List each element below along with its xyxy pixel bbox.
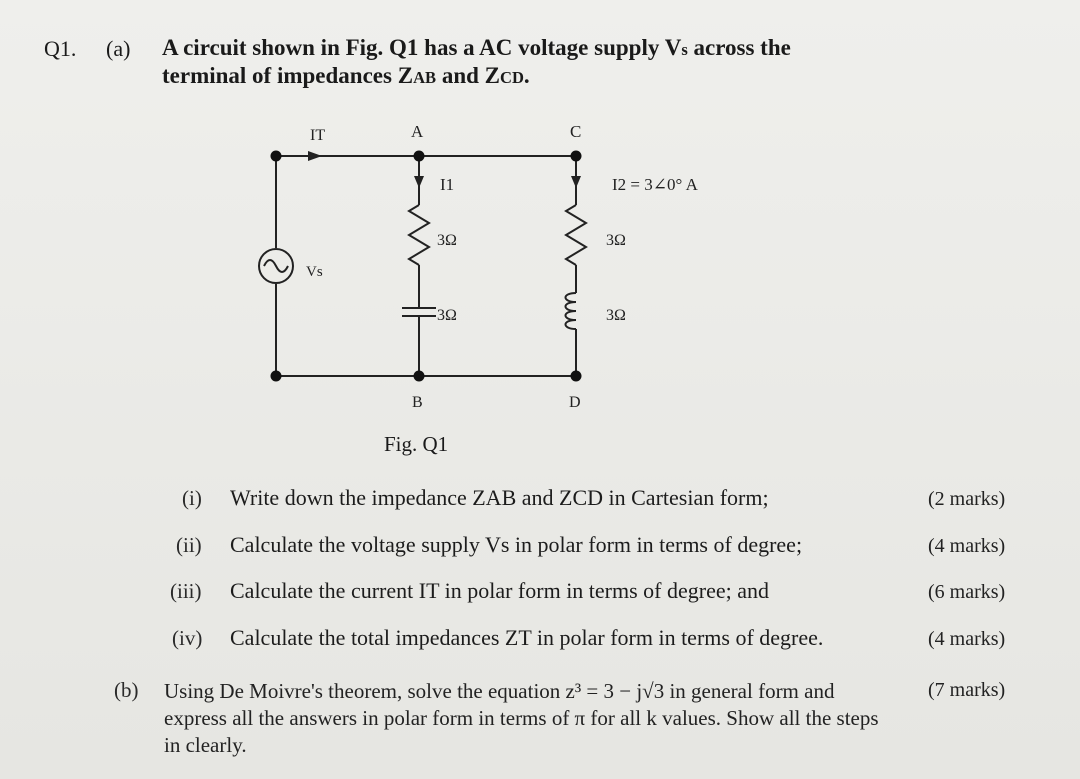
item-number: (ii): [176, 533, 202, 557]
item-marks: (4 marks): [928, 628, 1006, 650]
item-text: Calculate the total impedances ZT in polar form in terms of degree.: [230, 625, 824, 650]
label-r-ab-top: 3Ω: [437, 232, 457, 249]
label-i2: I2 = 3∠0° A: [612, 175, 698, 194]
item-number: (iii): [170, 579, 202, 603]
part-a-label: (a): [106, 36, 131, 61]
item-marks: (6 marks): [928, 581, 1006, 603]
label-r-cd-top: 3Ω: [606, 232, 626, 249]
question-intro-line2: terminal of impedances ZAB and ZCD.: [162, 63, 530, 88]
item-number: (i): [182, 486, 202, 510]
label-it: IT: [310, 127, 326, 144]
part-b-marks: (7 marks): [928, 679, 1006, 701]
label-vs: Vs: [306, 264, 323, 280]
item-text: Calculate the voltage supply Vs in polar form in terms of degree;: [230, 532, 803, 557]
part-b-text: Using De Moivre's theorem, solve the equation z³ = 3 − j√3 in general form and express all the answers in polar form in terms of π for all k values. Show all the steps in clearly.: [164, 679, 879, 757]
question-number: Q1.: [44, 36, 77, 61]
item-number: (iv): [172, 626, 203, 650]
label-i1: I1: [440, 175, 455, 194]
figure-caption: Fig. Q1: [384, 432, 449, 456]
label-r-cd-bottom: 3Ω: [606, 307, 626, 324]
label-node-a: A: [411, 122, 424, 141]
part-b-label: (b): [114, 678, 139, 702]
item-marks: (4 marks): [928, 535, 1006, 557]
item-text: Write down the impedance ZAB and ZCD in Cartesian form;: [230, 485, 769, 510]
item-text: Calculate the current IT in polar form in terms of degree; and: [230, 578, 769, 603]
question-intro-line1: A circuit shown in Fig. Q1 has a AC voltage supply Vs across the: [162, 35, 791, 60]
label-node-c: C: [570, 122, 582, 141]
label-r-ab-bottom: 3Ω: [437, 307, 457, 324]
label-node-d: D: [569, 394, 581, 411]
item-marks: (2 marks): [928, 488, 1006, 510]
label-node-b: B: [412, 394, 423, 411]
